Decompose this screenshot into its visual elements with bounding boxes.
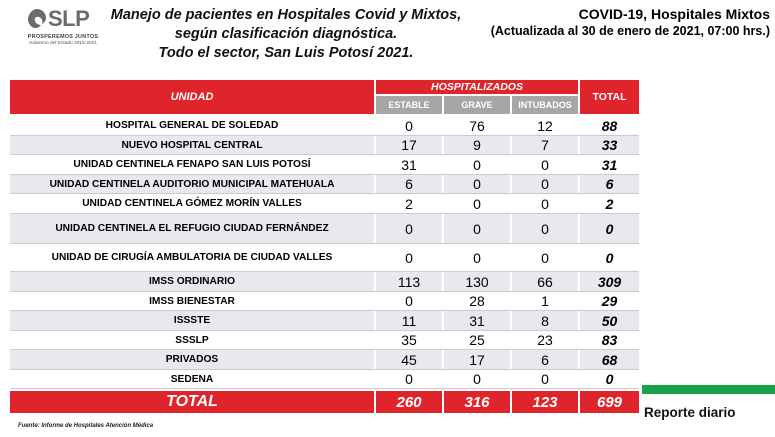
cell-unidad: UNIDAD CENTINELA FENAPO SAN LUIS POTOSÍ <box>10 155 374 174</box>
table-row <box>10 155 639 174</box>
report-header <box>462 5 770 40</box>
cell-intubados: 23 <box>512 331 578 349</box>
cell-grave: 0 <box>444 370 510 388</box>
cell-total: 0 <box>580 370 639 388</box>
source-note: Fuente: Informe de Hospitales Atención Médica <box>18 423 154 429</box>
cell-intubados: 0 <box>512 155 578 174</box>
cell-unidad: NUEVO HOSPITAL CENTRAL <box>10 136 374 154</box>
cell-estable: 35 <box>376 331 442 349</box>
cell-total: 0 <box>580 214 639 243</box>
cell-intubados: 8 <box>512 311 578 330</box>
total-intubados: 123 <box>512 391 578 413</box>
cell-unidad: SSSLP <box>10 331 374 349</box>
total-estable: 260 <box>376 391 442 413</box>
cell-estable: 11 <box>376 311 442 330</box>
table-row <box>10 292 639 310</box>
cell-unidad: HOSPITAL GENERAL DE SOLEDAD <box>10 116 374 135</box>
cell-intubados: 1 <box>512 292 578 310</box>
cell-estable: 0 <box>376 244 442 271</box>
table-row <box>10 370 639 388</box>
slp-logo <box>26 8 100 50</box>
cell-grave: 9 <box>444 136 510 154</box>
cell-estable: 2 <box>376 194 442 213</box>
daily-report-label: Reporte diario <box>644 405 736 420</box>
report-title: COVID-19, Hospitales Mixtos <box>578 6 770 22</box>
table-row <box>10 214 639 243</box>
cell-intubados: 0 <box>512 244 578 271</box>
cell-unidad: UNIDAD CENTINELA EL REFUGIO CIUDAD FERNÁNDEZ <box>10 214 374 243</box>
cell-total: 83 <box>580 331 639 349</box>
cell-total: 50 <box>580 311 639 330</box>
title-line-2: según clasificación diagnóstica. <box>174 26 398 42</box>
header-total: TOTAL <box>580 80 639 114</box>
cell-unidad: IMSS BIENESTAR <box>10 292 374 310</box>
cell-unidad: UNIDAD CENTINELA GÓMEZ MORÍN VALLES <box>10 194 374 213</box>
total-label: TOTAL <box>10 391 374 413</box>
cell-intubados: 0 <box>512 194 578 213</box>
cell-unidad: SEDENA <box>10 370 374 388</box>
table-header <box>10 80 639 114</box>
total-total: 699 <box>580 391 639 413</box>
table-row <box>10 116 639 135</box>
total-row <box>10 391 639 413</box>
cell-total: 88 <box>580 116 639 135</box>
cell-grave: 28 <box>444 292 510 310</box>
cell-estable: 0 <box>376 116 442 135</box>
cell-estable: 0 <box>376 370 442 388</box>
cell-intubados: 12 <box>512 116 578 135</box>
logo-text: SLP <box>48 6 90 31</box>
cell-intubados: 7 <box>512 136 578 154</box>
cell-estable: 113 <box>376 272 442 291</box>
cell-grave: 76 <box>444 116 510 135</box>
cell-grave: 17 <box>444 350 510 369</box>
header-unidad: UNIDAD <box>10 80 374 114</box>
cell-grave: 0 <box>444 175 510 193</box>
cell-unidad: UNIDAD CENTINELA AUDITORIO MUNICIPAL MATEHUALA <box>10 175 374 193</box>
cell-estable: 6 <box>376 175 442 193</box>
title-line-3: Todo el sector, San Luis Potosí 2021. <box>158 45 414 61</box>
table-row <box>10 194 639 213</box>
cell-unidad: PRIVADOS <box>10 350 374 369</box>
cell-intubados: 0 <box>512 175 578 193</box>
cell-grave: 130 <box>444 272 510 291</box>
table-row <box>10 272 639 291</box>
cell-grave: 0 <box>444 214 510 243</box>
logo-subtitle: Gobierno del Estado 2015-2021 <box>28 41 97 46</box>
cell-estable: 17 <box>376 136 442 154</box>
cell-unidad: ISSSTE <box>10 311 374 330</box>
cell-total: 33 <box>580 136 639 154</box>
table-row <box>10 136 639 154</box>
cell-intubados: 0 <box>512 214 578 243</box>
cell-total: 6 <box>580 175 639 193</box>
cell-intubados: 6 <box>512 350 578 369</box>
cell-total: 0 <box>580 244 639 271</box>
table-row <box>10 311 639 330</box>
table-row <box>10 350 639 369</box>
table-row <box>10 331 639 349</box>
cell-estable: 0 <box>376 292 442 310</box>
cell-intubados: 66 <box>512 272 578 291</box>
cell-total: 31 <box>580 155 639 174</box>
logo-slogan: PROSPEREMOS JUNTOS <box>27 34 99 40</box>
report-update-date: (Actualizada al 30 de enero de 2021, 07:00 hrs.) <box>490 24 770 38</box>
cell-grave: 0 <box>444 194 510 213</box>
total-grave: 316 <box>444 391 510 413</box>
cell-total: 309 <box>580 272 639 291</box>
cell-total: 2 <box>580 194 639 213</box>
cell-total: 68 <box>580 350 639 369</box>
header-hospitalizados: HOSPITALIZADOS <box>376 80 578 94</box>
cell-unidad: UNIDAD DE CIRUGÍA AMBULATORIA DE CIUDAD VALLES <box>10 244 374 271</box>
table-row <box>10 175 639 193</box>
cell-estable: 0 <box>376 214 442 243</box>
cell-total: 29 <box>580 292 639 310</box>
row-divider <box>10 388 639 389</box>
title-line-1: Manejo de pacientes en Hospitales Covid y Mixtos, <box>110 7 462 23</box>
cell-estable: 45 <box>376 350 442 369</box>
slp-emblem-icon <box>26 8 48 30</box>
cell-estable: 31 <box>376 155 442 174</box>
green-accent-bar <box>642 385 775 394</box>
cell-intubados: 0 <box>512 370 578 388</box>
cell-unidad: IMSS ORDINARIO <box>10 272 374 291</box>
cell-grave: 0 <box>444 155 510 174</box>
cell-grave: 31 <box>444 311 510 330</box>
cell-grave: 0 <box>444 244 510 271</box>
header-intubados: INTUBADOS <box>512 96 578 114</box>
page-title <box>108 6 464 63</box>
table-row <box>10 244 639 271</box>
cell-grave: 25 <box>444 331 510 349</box>
header-grave: GRAVE <box>444 96 510 114</box>
header-estable: ESTABLE <box>376 96 442 114</box>
